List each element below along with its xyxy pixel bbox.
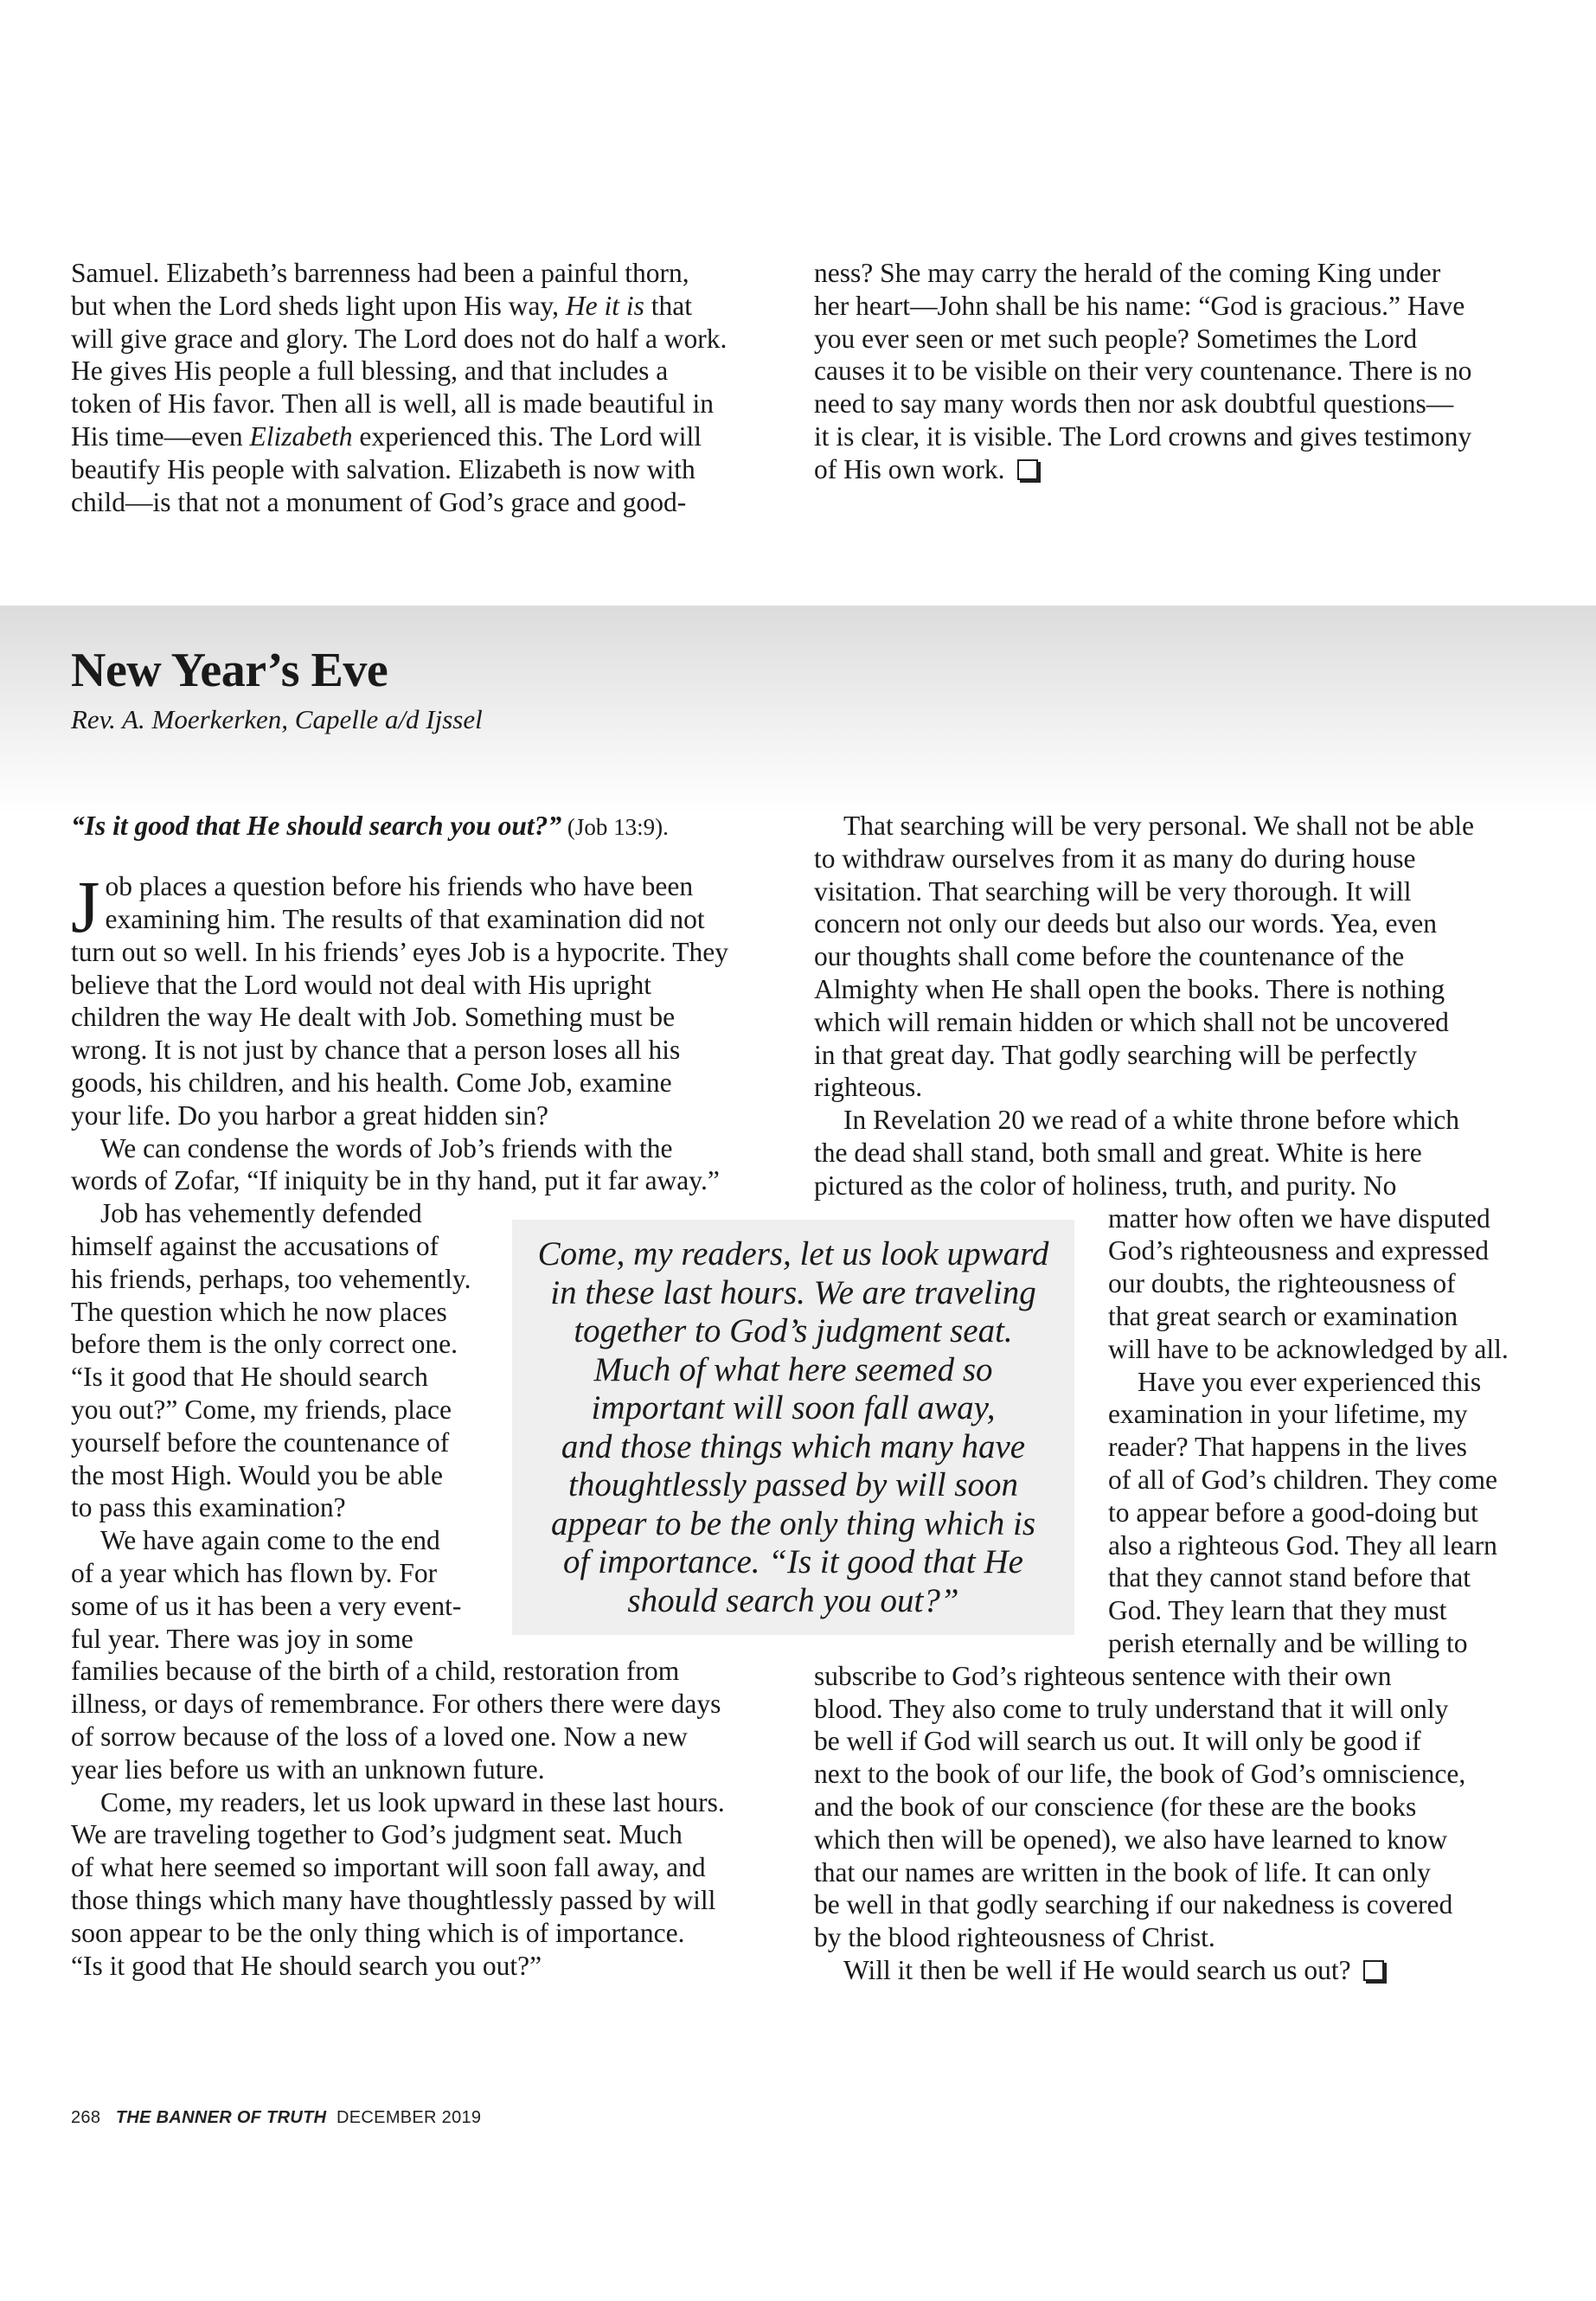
- text-line: in that great day. That godly searching will be perfectly: [814, 1039, 1418, 1070]
- text-line: to pass this examination?: [71, 1492, 346, 1523]
- text-line: the dead shall stand, both small and great. White is here: [814, 1137, 1422, 1168]
- text-line: you ever seen or met such people? Sometimes the Lord: [814, 323, 1418, 354]
- text-line: examining him. The results of that examination did not: [105, 903, 705, 934]
- top-left-column: [71, 257, 789, 518]
- text-line: yourself before the countenance of: [71, 1426, 450, 1458]
- pull-quote: [512, 1235, 1074, 1620]
- text-line: righteous.: [814, 1072, 923, 1103]
- text-line: that great search or examination: [1108, 1300, 1458, 1331]
- pull-quote-line: important will soon fall away,: [591, 1389, 996, 1426]
- text-line: his friends, perhaps, too vehemently.: [71, 1263, 471, 1294]
- text-line: illness, or days of remembrance. For others there were days: [71, 1689, 721, 1720]
- text-line: turn out so well. In his friends’ eyes Job is a hypocrite. They: [71, 936, 728, 967]
- text-line: year lies before us with an unknown future.: [71, 1753, 545, 1785]
- pull-quote-box: [512, 1220, 1074, 1635]
- emphasis: He it is: [565, 290, 644, 321]
- text-line: child—is that not a monument of God’s grace and good-: [71, 486, 687, 517]
- text-line: by the blood righteousness of Christ.: [814, 1922, 1215, 1953]
- text-line: be well in that godly searching if our nakedness is covered: [814, 1889, 1453, 1920]
- text-line: Will it then be well if He would search us out?: [814, 1954, 1541, 1987]
- text-line: you out?” Come, my friends, place: [71, 1394, 452, 1425]
- text-line: of sorrow because of the loss of a loved one. Now a new: [71, 1721, 688, 1752]
- text-line: We have again come to the end: [100, 1525, 440, 1556]
- text-line: ness? She may carry the herald of the coming King under: [814, 258, 1441, 288]
- text-line: God. They learn that they must: [1108, 1595, 1447, 1626]
- text-line: ob places a question before his friends who have been: [105, 870, 694, 901]
- epigraph-reference: (Job 13:9).: [561, 814, 669, 840]
- text-line: our doubts, the righteousness of: [1108, 1268, 1456, 1299]
- text-line: God’s righteousness and expressed: [1108, 1235, 1490, 1266]
- text-line: next to the book of our life, the book of God’s omniscience,: [814, 1759, 1466, 1790]
- text-line: In Revelation 20 we read of a white throne before which: [843, 1105, 1459, 1136]
- text-line: reader? That happens in the lives: [1108, 1432, 1467, 1463]
- pull-quote-line: Come, my readers, let us look upward: [537, 1235, 1049, 1272]
- text-line: of all of God’s children. They come: [1108, 1464, 1497, 1495]
- text-line: matter how often we have disputed: [1108, 1202, 1490, 1234]
- text-line: will give grace and glory. The Lord does not do half a work.: [71, 323, 727, 354]
- pull-quote-line: and those things which many have: [561, 1427, 1026, 1465]
- paragraph: [71, 1132, 798, 1198]
- text-line: need to say many words then nor ask doubtful questions—: [814, 388, 1454, 420]
- text-line: to appear before a good-doing but: [1108, 1497, 1478, 1528]
- text-line: His time—even Elizabeth experienced this. The Lord will: [71, 420, 702, 452]
- text-line: Almighty when He shall open the books. There is nothing: [814, 973, 1445, 1004]
- text-line: of His own work.: [814, 453, 1532, 486]
- text-line: “Is it good that He should search you out?”: [71, 1950, 542, 1981]
- text-line: The question which he now places: [71, 1296, 447, 1327]
- pull-quote-line: appear to be the only thing which is: [550, 1504, 1035, 1542]
- page-footer: [71, 2108, 481, 2128]
- text-line: He gives His people a full blessing, and that includes a: [71, 356, 669, 387]
- text-line: blood. They also come to truly understand that it will only: [814, 1693, 1449, 1724]
- pull-quote-line: thoughtlessly passed by will soon: [568, 1466, 1018, 1503]
- text-line: ful year. There was joy in some: [71, 1623, 413, 1654]
- text-line: Job has vehemently defended: [100, 1198, 422, 1229]
- text-line: children the way He dealt with Job. Something must be: [71, 1002, 676, 1033]
- text-line: examination in your lifetime, my: [1108, 1399, 1468, 1430]
- text-line: Have you ever experienced this: [1138, 1366, 1482, 1397]
- epigraph-quote: “Is it good that He should search you out?”: [71, 811, 562, 841]
- text-line: causes it to be visible on their very countenance. There is no: [814, 356, 1472, 387]
- text-line: visitation. That searching will be very thorough. It will: [814, 875, 1412, 907]
- text-line: That searching will be very personal. We shall not be able: [843, 811, 1475, 841]
- page-number: 268: [71, 2108, 101, 2127]
- text-line: goods, his children, and his health. Come Job, examine: [71, 1067, 672, 1098]
- text-line: some of us it has been a very event-: [71, 1590, 462, 1621]
- end-mark-icon: [1363, 1960, 1384, 1981]
- pull-quote-line: of importance. “Is it good that He: [563, 1543, 1023, 1580]
- end-mark-icon: [1017, 459, 1038, 480]
- epigraph: [71, 810, 798, 844]
- text-line: We can condense the words of Job’s friends with the: [100, 1132, 673, 1163]
- text-line: that they cannot stand before that: [1108, 1562, 1471, 1593]
- text-line: to withdraw ourselves from it as many do during house: [814, 843, 1416, 874]
- pull-quote-line: should search you out?”: [627, 1581, 959, 1619]
- article-title: New Year’s Eve: [71, 644, 388, 697]
- text-line: We are traveling together to God’s judgment seat. Much: [71, 1819, 683, 1850]
- text-line: concern not only our deeds but also our words. Yea, even: [814, 908, 1437, 939]
- text-line: also a righteous God. They all learn: [1108, 1529, 1497, 1561]
- text-line: himself against the accusations of: [71, 1230, 439, 1261]
- text-line: Samuel. Elizabeth’s barrenness had been a painful thorn,: [71, 258, 689, 288]
- text-line: token of His favor. Then all is well, all is made beautiful in: [71, 388, 715, 420]
- text-line: of what here seemed so important will soon fall away, and: [71, 1852, 706, 1883]
- text-line: families because of the birth of a child, restoration from: [71, 1656, 680, 1687]
- text-line: and the book of our conscience (for these are the books: [814, 1791, 1417, 1822]
- text-line: beautify His people with salvation. Elizabeth is now with: [71, 453, 695, 484]
- pull-quote-line: together to God’s judgment seat.: [574, 1312, 1013, 1349]
- text-line: the most High. Would you be able: [71, 1459, 443, 1490]
- issue-date: DECEMBER 2019: [337, 2108, 482, 2127]
- text-line: those things which many have thoughtlessly passed by will: [71, 1884, 716, 1915]
- text-line: pictured as the color of holiness, truth, and purity. No: [814, 1170, 1397, 1201]
- text-line: perish eternally and be willing to: [1108, 1627, 1468, 1658]
- article-byline: Rev. A. Moerkerken, Capelle a/d Ijssel: [71, 704, 483, 734]
- text-line: “Is it good that He should search: [71, 1362, 428, 1393]
- text-line: of a year which has flown by. For: [71, 1557, 438, 1588]
- text-line: be well if God will search us out. It will only be good if: [814, 1726, 1421, 1757]
- text-line: soon appear to be the only thing which is of importance.: [71, 1917, 685, 1948]
- text-line: before them is the only correct one.: [71, 1329, 458, 1360]
- text-line: her heart—John shall be his name: “God is gracious.” Have: [814, 290, 1465, 321]
- magazine-name: THE BANNER OF TRUTH: [115, 2108, 327, 2127]
- text-line: that our names are written in the book of life. It can only: [814, 1856, 1431, 1888]
- text-line: our thoughts shall come before the countenance of the: [814, 941, 1405, 972]
- text-line: which then will be opened), we also have learned to know: [814, 1823, 1448, 1855]
- emphasis: Elizabeth: [249, 420, 353, 452]
- paragraph: [71, 1786, 798, 1983]
- text-line: words of Zofar, “If iniquity be in thy hand, put it far away.”: [71, 1165, 720, 1196]
- text-line: which will remain hidden or which shall not be uncovered: [814, 1006, 1449, 1037]
- text-line: will have to be acknowledged by all.: [1108, 1333, 1509, 1364]
- drop-cap: J: [71, 864, 100, 948]
- pull-quote-line: Much of what here seemed so: [593, 1350, 993, 1388]
- text-line: wrong. It is not just by chance that a person loses all his: [71, 1035, 681, 1066]
- text-line: but when the Lord sheds light upon His way, He it is that: [71, 290, 693, 321]
- text-line: subscribe to God’s righteous sentence with their own: [814, 1660, 1392, 1691]
- pull-quote-line: in these last hours. We are traveling: [550, 1273, 1036, 1311]
- text-line: believe that the Lord would not deal with His upright: [71, 969, 651, 1000]
- text-line: it is clear, it is visible. The Lord crowns and gives testimony: [814, 420, 1472, 452]
- top-right-column: [814, 257, 1532, 486]
- paragraph: [71, 864, 798, 1132]
- text-line: Come, my readers, let us look upward in these last hours.: [100, 1786, 725, 1817]
- text-line: your life. Do you harbor a great hidden sin?: [71, 1099, 548, 1131]
